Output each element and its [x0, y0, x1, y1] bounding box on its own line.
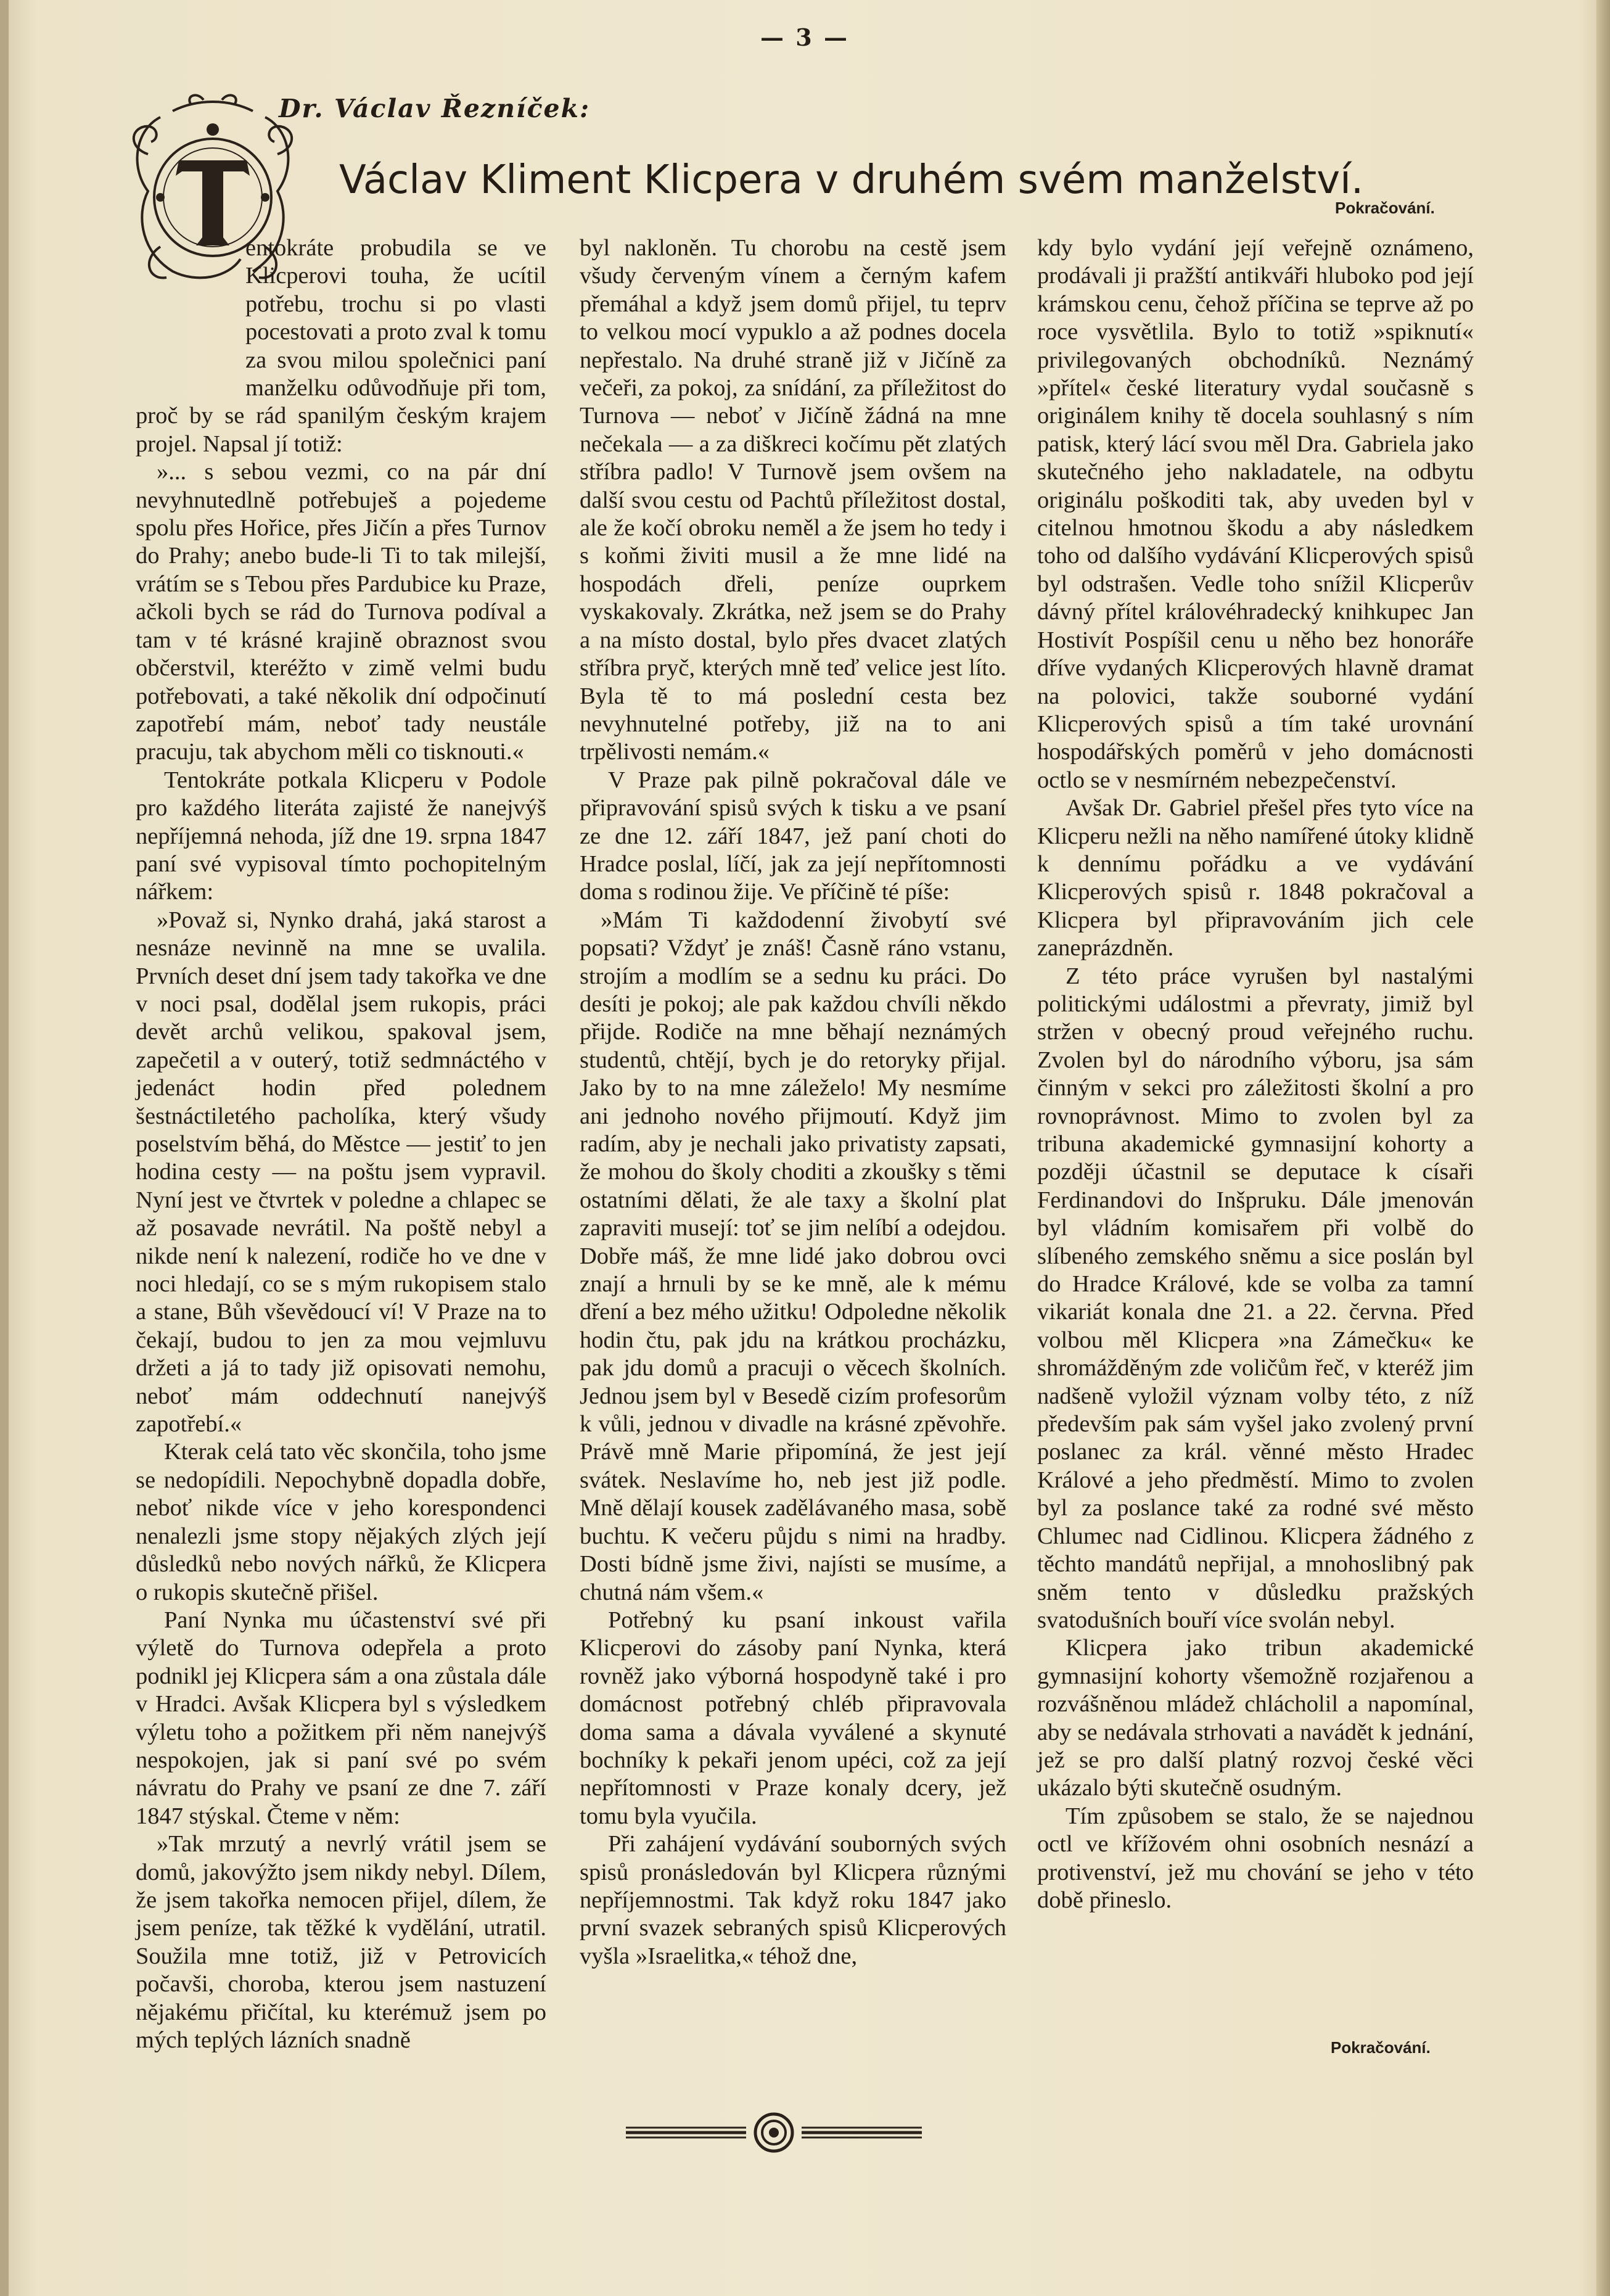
paragraph: entokráte probudila se ve Klicperovi touha, že ucítil potřebu, trochu si po vlasti pocestovati a proto zval k tomu za svou milou společnici paní manželku odůvodňuje při tom, proč by se rád spanilým českým krajem projel. Napsal jí totiž:: [136, 235, 546, 457]
text-column-2: [580, 234, 1006, 1970]
paragraph: Z této práce vyrušen byl nastalými politickými událostmi a převraty, jimiž byl stržen v obecný proud veřejného ruchu. Zvolen byl do národního výboru, jsa sám činným v sekci pro záležitosti školní a pro rovnoprávnost. Mimo to zvolen byl za tribuna akademické gymnasijní kohorty a později účastnil se deputace k císaři Ferdinandovi do Inšpruku. Dále jmenován byl vládním komisařem při volbě do slíbeného zemského sněmu a sice poslán byl do Hradce Králové, kde se volba za tamní vikariát konala dne 21. a 22. června. Před volbou měl Klicpera »na Zámečku« ke shromážděným zde voličům řeč, v kteréž jim nadšeně vyložil význam volby této, z níž především pak sám vyšel jako zvolený první poslanec za král. věnné město Hradec Králové a jeho předměstí. Mimo to zvolen byl za poslance také za rodné své město Chlumec nad Cidlinou. Klicpera žádného z těchto mandátů nepřijal, a mnohoslibný pak sněm tento v důsledku pražských svatodušních bouří více svolán nebyl.: [1037, 963, 1474, 1633]
initial-spacer: [136, 234, 245, 402]
paragraph: »Považ si, Nynko drahá, jaká starost a nesnáze nevinně na mne se uvalila. Prvních deset dní jsem tady takořka ve dne v noci psal, dodělal jsem rukopis, práci devět archů velikou, spakoval jsem, zapečetil a v outerý, totiž sedmnáctého v jedenáct hodin před polednem šestnáctiletého pacholíka, který všudy poselstvím běhá, do Městce — jestiť to jen hodina cesty — na poštu jsem vypravil. Nyní jest ve čtvrtek v poledne a chlapec se až posavade nevrátil. Na poště nebyl a nikde není k nalezení, rodiče ho ve dne v noci hledají, co se s mým rukopisem stalo a stane, Bůh vševědoucí ví! V Praze na to čekají, budou to jen za mou vejmluvu držeti a já to tady již opisovati nemohu, neboť mám oddechnutí nanejvýš zapotřebí.«: [136, 907, 546, 1438]
continued-note-top: Pokračování.: [1335, 199, 1435, 217]
author-byline: Dr. Václav Řezníček:: [279, 94, 591, 123]
paragraph: Tím způsobem se stalo, že se najednou octl ve křížovém ohni osobních nesnází a protivenství, jež mu chování se jeho v této době přineslo.: [1037, 1803, 1474, 1913]
paragraph: byl nakloněn. Tu chorobu na cestě jsem všudy červeným vínem a černým kafem přemáhal a když jsem domů přijel, tu teprv to velkou mocí vypuklo a až podnes docela nepřestalo. Na druhé straně již v Jičíně za večeři, za pokoj, za snídání, za příležitost do Turnova — neboť v Jičíně žádná na mne nečekala — a za diškreci kočímu pět zlatých stříbra padlo! V Turnově jsem ovšem na další svou cestu od Pachtů příležitost dostal, ale že kočí obroku neměl a že jsem ho tedy i s koňmi živiti musil a že mne lidé na hospodách dřeli, peníze ouprkem vyskakovaly. Zkrátka, než jsem se do Prahy a na místo dostal, bylo přes dvacet zlatých stříbra pryč, kterých mně teď velice jest líto. Byla tě to má poslední cesta bez nevyhnutelné potřeby, již na to ani trpělivosti nemám.«: [580, 235, 1006, 765]
paragraph: Při zahájení vydávání souborných svých spisů pronásledován byl Klicpera různými nepříjemnostmi. Tak když roku 1847 jako první svazek sebraných spisů Klicperových vyšla »Israelitka,« téhož dne,: [580, 1831, 1006, 1969]
text-column-3: [1037, 234, 1474, 1914]
page-number: — 3 —: [760, 23, 849, 51]
page-binding-edge: [0, 0, 9, 2296]
page-right-edge: [1596, 0, 1610, 2296]
paragraph: Kterak celá tato věc skončila, toho jsme se nedopídili. Nepochybně dopadla dobře, neboť nikde více v jeho korespondenci nenalezli jsme stopy nějakých zlých její důsledků nebo nových nářků, že Klicpera o rukopis skutečně přišel.: [136, 1439, 546, 1605]
article-title: Václav Kliment Klicpera v druhém svém manželství.: [339, 157, 1364, 203]
paragraph: »... s sebou vezmi, co na pár dní nevyhnutedlně potřebuješ a pojedeme spolu přes Hořice, přes Jičín a přes Turnov do Prahy; anebo bude-li Ti to tak milejší, vrátím se s Tebou přes Pardubice ku Praze, ačkoli bych se rád do Turnova podíval a tam v té krásné krajině obraznost svou občerstvil, kteréžto v zimě velmi budu potřebovati, a také několik dní odpočinutí zapotřebí mám, neboť tady neustále pracuju, tak abychom měli co tisknouti.«: [136, 459, 546, 765]
paragraph: Potřebný ku psaní inkoust vařila Klicperovi do zásoby paní Nynka, která rovněž jako výborná hospodyně také i pro domácnost potřebný chléb připravovala doma sama a dávala vyválené a skynuté bochníky k pekaři jenom upéci, což za její nepřítomnosti v Praze konaly dcery, jež tomu byla vyučila.: [580, 1607, 1006, 1829]
continued-note-bottom: Pokračování.: [1331, 2038, 1431, 2057]
paragraph: Avšak Dr. Gabriel přešel přes tyto více na Klicperu nežli na něho namířené útoky klidně k dennímu pořádku a ve vydávání Klicperových spisů r. 1848 pokračoval a Klicpera byl připravováním jich cele zaneprázdněn.: [1037, 795, 1474, 961]
text-column-1: [136, 234, 546, 2054]
paragraph: Tentokráte potkala Klicperu v Podole pro každého literáta zajisté že nanejvýš nepříjemná nehoda, jíž dne 19. srpna 1847 paní své vypisoval tímto pochopitelným nářkem:: [136, 767, 546, 905]
end-ornament: [620, 2109, 928, 2156]
paragraph: »Mám Ti každodenní živobytí své popsati? Vždyť je znáš! Časně ráno vstanu, strojím a modlím se a sednu ku práci. Do desíti je pokoj; ale pak každou chvíli někdo přijde. Rodiče na mne běhají neznámých studentů, chtějí, bych je do retoryky přijal. Jako by to na mne záleželo! My nesmíme ani jednoho nového přijmoutí. Když jim radím, aby je nechali jako privatisty zapsati, že mohou do školy choditi a zkoušky s těmi ostatními dělati, že ale taxy a školní plat zapraviti musejí: toť se jim nelíbí a odejdou. Dobře máš, že mne lidé jako dobrou ovci znají a hrnuli by se ke mně, ale k mému dření a bez mého užitku! Odpoledne několik hodin čtu, pak jdu na krátkou procházku, pak jdu domů a pracuji o věcech školních. Jednou jsem byl v Besedě cizím profesorům k vůli, jednou v divadle na krásné zpěvohře. Právě mně Marie připomíná, že jest její svátek. Neslavíme ho, neb jest již podle. Mně dělají kousek zadělávaného masa, sobě buchtu. K večeru půjdu s nimi na hradby. Dosti bídně jsme živi, najísti se musíme, a chutná nám všem.«: [580, 907, 1006, 1605]
paragraph: V Praze pak pilně pokračoval dále ve připravování spisů svých k tisku a ve psaní ze dne 12. září 1847, jež paní choti do Hradce poslal, líčí, jak za její nepřítomnosti doma s rodinou žije. Ve příčině té píše:: [580, 767, 1006, 905]
paragraph: Klicpera jako tribun akademické gymnasijní kohorty všemožně rozjařenou a rozvášněnou mládež chlácholil a napomínal, aby se nedávala strhovati a navádět k jednání, jež se pro další platný rozvoj české věci ukázalo býti skutečně osudným.: [1037, 1635, 1474, 1801]
paragraph: Paní Nynka mu účastenství své při výletě do Turnova odepřela a proto podnikl jej Klicpera sám a ona zůstala dále v Hradci. Avšak Klicpera byl s výsledkem výletu toho a požitkem při něm nanejvýš nespokojen, jak si paní své po svém návratu do Prahy ve psaní ze dne 7. září 1847 stýskal. Čteme v něm:: [136, 1607, 546, 1829]
paragraph: »Tak mrzutý a nevrlý vrátil jsem se domů, jakovýžto jsem nikdy nebyl. Dílem, že jsem takořka nemocen přijel, dílem, že jsem peníze, tak těžké k vydělání, utratil. Soužila mne totiž, již v Petrovicích počavši, choroba, kterou jsem nastuzení nějakému přičítal, ku kterémuž jsem po mých teplých lázních snadně: [136, 1831, 546, 2053]
paragraph: kdy bylo vydání její veřejně oznámeno, prodávali ji pražští antikváři hluboko pod její krámskou cenu, čehož příčina se teprve až po roce vysvětlila. Bylo to totiž »spiknutí« privilegovaných obchodníků. Neznámý »přítel« české literatury vydal současně s originálem knihy tě docela souhlasný s ním patisk, který lácí svou měl Dra. Gabriela jako skutečného jeho nakladatele, na odbytu originálu poškoditi tak, aby uveden byl v citelnou hmotnou škodu a aby následkem toho od dalšího vydávání Klicperových spisů byl odstrašen. Vedle toho snížil Klicperův dávný přítel královéhradecký knihkupec Jan Hostivít Pospíšil cenu u něho bez honoráře dříve vydaných Klicperových hlavně dramat na polovici, takže souborné vydání Klicperových spisů a tím také urovnání hospodářských poměrů v jeho domácnosti octlo se v nesmírném nebezpečenství.: [1037, 235, 1474, 793]
